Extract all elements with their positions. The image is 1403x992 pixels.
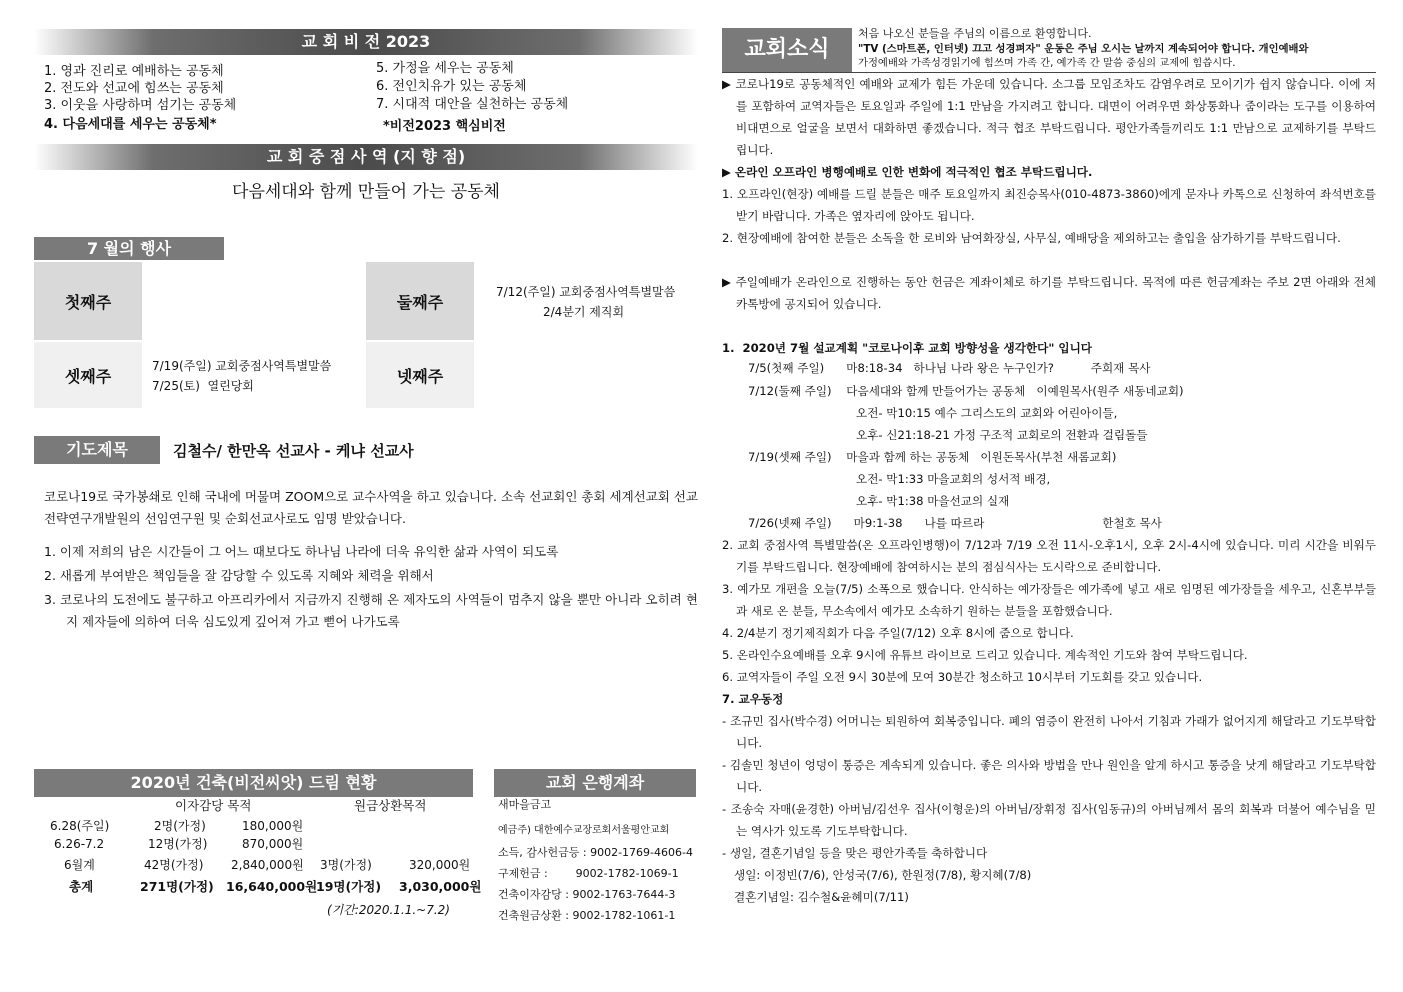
member-news-3: - 조송숙 자매(윤경한) 아버님/김선우 집사(이형운)의 아버님/장휘정 집사(임동규)의 아버님께서 몸의 회복과 더불어 예수님을 믿는 역사가 있도록 기도부탁합니다. xyxy=(722,802,1376,838)
week-1-label: 첫째주 xyxy=(34,262,142,340)
news-item-5: 5. 온라인수요예배를 오후 9시에 유튜브 라이브로 드리고 있습니다. 계속적인 기도와 참여 부탁드립니다. xyxy=(722,648,1248,662)
news-campaign: "TV (스마트폰, 인터넷) 끄고 성경펴자" 운동은 주님 오시는 날까지 계속되어야 합니다. 개인예배와 xyxy=(858,43,1309,55)
week-4-label: 넷째주 xyxy=(366,342,474,408)
news-item-3: 3. 예가모 개편을 오늘(7/5) 소폭으로 했습니다. 안식하는 예가장들은 예가족에 넣고 새로 임명된 예가장들을 세우고, 신혼부부들과 새로 온 분들, 무소속에서 예가모 소속하기 원하는 분들을 포함했습니다. xyxy=(722,582,1376,618)
news-item-4: 4. 2/4분기 정기제직회가 다음 주일(7/12) 오후 8시에 줌으로 합니다. xyxy=(722,626,1074,640)
sermon-2-am: 오전- 막10:15 예수 그리스도의 교회와 어린아이들, xyxy=(856,406,1118,420)
sermon-plan-title: 1. 2020년 7월 설교계획 "코로나이후 교회 방향성을 생각한다" 입니다 xyxy=(722,341,1093,355)
prayer-subject: 김철수/ 한만옥 선교사 - 케냐 선교사 xyxy=(173,442,414,460)
sermon-2-pm: 오후- 신21:18-21 가정 구조적 교회로의 전환과 걸림돌들 xyxy=(856,428,1148,442)
building-header xyxy=(34,769,473,797)
building-row-2-period: 6.26-7.2 xyxy=(54,837,105,851)
prayer-label: 기도제목 xyxy=(66,440,128,459)
sermon-3: 7/19(셋째 주일) 마을과 함께 하는 공동체 이원돈목사(부천 새롬교회) xyxy=(748,450,1117,464)
vision-item-4: 4. 다음세대를 세우는 공동체* xyxy=(44,117,217,132)
building-total-amount: 16,640,000원 xyxy=(226,879,318,894)
vision-title: 교 회 비 전 2023 xyxy=(301,32,431,51)
news-item-2: 2. 교회 중점사역 특별말씀(온 오프라인병행)이 7/12과 7/19 오전 11시-오후1시, 오후 2시-4시에 있습니다. 미리 시간을 비워두기를 부탁드립니다. 현장예배에 참여하시는 분의 점심식사는 도시락으로 준비합니다. xyxy=(722,538,1376,574)
vision-item-3: 3. 이웃을 사랑하며 섬기는 공동체 xyxy=(44,98,237,113)
sermon-3-pm: 오후- 막1:38 마을선교의 실재 xyxy=(856,494,1010,508)
news-header xyxy=(722,28,852,72)
building-total-amount2: 3,030,000원 xyxy=(399,879,482,894)
building-col-principal: 원금상환목적 xyxy=(354,798,427,813)
events-title: 7 월의 행사 xyxy=(86,239,172,258)
building-row-3-amount2: 320,000원 xyxy=(409,858,471,872)
bank-holder: 예금주) 대한예수교장로회서울평안교회 xyxy=(498,825,670,836)
vision-item-7: 7. 시대적 대안을 실천하는 공동체 xyxy=(376,97,569,112)
focus-title: 교 회 중 점 사 역 (지 향 점) xyxy=(266,147,466,166)
member-news-2: - 김솔민 청년이 엉덩이 통증은 계속되게 있습니다. 좋은 의사와 방법을 만나 원인을 알게 하시고 통증을 낫게 해달라고 기도부탁합니다. xyxy=(722,758,1376,794)
focus-text: 다음세대와 함께 만들어 가는 공동체 xyxy=(232,182,500,202)
building-title: 2020년 건축(비전씨앗) 드림 현황 xyxy=(130,773,377,792)
news-paragraph-1: ▶ 코로나19로 공동체적인 예배와 교제가 힘든 가운데 있습니다. 소그룹 모임조차도 감염우려로 모이기가 쉽지 않습니다. 이에 저를 포함하여 교역자들은 토요일과 주일에 1:1 만남을 가지려고 합니다. 대면이 어려우면 화상통화나 줌이라는 도구를 이용하여 비대면으로 얼굴을 보면서 대화하면 좋겠습니다. 적극 협조 부탁드립니다. 평안가족들끼리도 1:1 만남으로 교제하기를 부탁드립니다. xyxy=(722,77,1376,157)
core-vision-note: *비전2023 핵심비전 xyxy=(383,119,506,134)
anniversary-list: 결혼기념일: 김수철&윤혜미(7/11) xyxy=(734,890,909,904)
sermon-3-am: 오전- 막1:33 마을교회의 성서적 배경, xyxy=(856,472,1051,486)
news-paragraph-3: 1. 오프라인(현장) 예배를 드릴 분들은 매주 토요일까지 최진승목사(010-4873-3860)에게 문자나 카톡으로 신청하여 좌석번호를 받기 바랍니다. 가족은 옆자리에 앉아도 됩니다. xyxy=(722,187,1376,223)
bank-name: 새마을금고 xyxy=(498,798,552,811)
week-2-event-2: 2/4분기 제직회 xyxy=(543,305,625,319)
vision-item-2: 2. 전도와 선교에 힘쓰는 공동체 xyxy=(44,81,224,96)
vision-banner xyxy=(34,29,698,55)
vision-item-1: 1. 영과 진리로 예배하는 공동체 xyxy=(44,64,224,79)
building-period-note: (기간:2020.1.1.~7.2) xyxy=(327,903,450,917)
bank-account-building-interest: 건축이자감당 : 9002-1763-7644-3 xyxy=(498,888,676,901)
prayer-item-2: 2. 새롭게 부여받은 책임들을 잘 감당할 수 있도록 지혜와 체력을 위해서 xyxy=(44,568,434,583)
member-news-4: - 생일, 결혼기념일 등을 맞은 평안가족들 축하합니다 xyxy=(722,846,988,860)
news-item-6: 6. 교역자들이 주일 오전 9시 30분에 모여 30분간 청소하고 10시부터 기도회를 갖고 있습니다. xyxy=(722,670,1203,684)
building-row-2-count: 12명(가정) xyxy=(148,837,208,851)
building-total-count2: 19명(가정) xyxy=(316,879,382,894)
news-title: 교회소식 xyxy=(744,37,830,62)
building-row-3-count2: 3명(가정) xyxy=(320,858,372,872)
focus-banner xyxy=(34,144,698,170)
events-header xyxy=(34,237,224,260)
bank-account-relief: 구제헌금 : 9002-1782-1069-1 xyxy=(498,867,679,880)
news-paragraph-2: ▶ 온라인 오프라인 병행예배로 인한 변화에 적극적인 협조 부탁드립니다. xyxy=(722,165,1093,179)
building-row-3-count: 42명(가정) xyxy=(144,858,204,872)
sermon-2: 7/12(둘째 주일) 다음세대와 함께 만들어가는 공동체 이예원목사(원주 새동네교회) xyxy=(748,384,1184,398)
sermon-4: 7/26(넷째 주일) 마9:1-38 나를 따르라 한철호 목사 xyxy=(748,516,1162,530)
building-row-3-period: 6월계 xyxy=(64,858,95,872)
prayer-item-3: 3. 코로나의 도전에도 불구하고 아프리카에서 지금까지 진행해 온 제자도의 사역들이 멈추지 않을 뿐만 아니라 오히려 현지 제자들에 의하여 더욱 심도있게 깊어져 가고 뻗어 나가도록 xyxy=(44,592,698,629)
week-2-label: 둘째주 xyxy=(366,262,474,340)
building-total-count: 271명(가정) xyxy=(140,879,214,894)
vision-item-6: 6. 전인치유가 있는 공동체 xyxy=(376,79,527,94)
news-paragraph-5: ▶ 주일예배가 온라인으로 진행하는 동안 헌금은 계좌이체로 하기를 부탁드립니다. 목적에 따른 헌금계좌는 주보 2면 아래와 전체카톡방에 공지되어 있습니다. xyxy=(722,275,1376,311)
prayer-item-1: 1. 이제 저희의 남은 시간들이 그 어느 때보다도 하나님 나라에 더욱 유익한 삶과 사역이 되도록 xyxy=(44,544,559,559)
birthday-list: 생일: 이정빈(7/6), 안성국(7/6), 한원정(7/8), 황지혜(7/8) xyxy=(734,868,1032,882)
news-welcome: 처음 나오신 분들을 주님의 이름으로 환영합니다. xyxy=(858,27,1092,40)
news-item-7: 7. 교우동정 xyxy=(722,692,784,706)
news-paragraph-4: 2. 현장예배에 참여한 분들은 소독을 한 로비와 남여화장실, 사무실, 예배당을 제외하고는 출입을 삼가하기를 부탁드립니다. xyxy=(722,231,1341,245)
prayer-intro: 코로나19로 국가봉쇄로 인해 국내에 머물며 ZOOM으로 교수사역을 하고 있습니다. 소속 선교회인 총회 세계선교회 선교전략연구개발원의 선임연구원 및 순회선교사로도 임명 받았습니다. xyxy=(44,489,698,526)
week-3-label: 셋째주 xyxy=(34,342,142,408)
building-row-2-amount: 870,000원 xyxy=(242,837,304,851)
sermon-1: 7/5(첫째 주일) 마8:18-34 하나님 나라 왕은 누구인가? 주희재 목사 xyxy=(748,361,1151,375)
week-3-event-1: 7/19(주일) 교회중점사역특별말씀 xyxy=(152,359,332,373)
vision-item-5: 5. 가정을 세우는 공동체 xyxy=(376,61,514,76)
bank-title: 교회 은행계좌 xyxy=(545,773,645,792)
week-3-event-2: 7/25(토) 열린당회 xyxy=(152,379,254,393)
building-row-1-count: 2명(가정) xyxy=(154,819,206,833)
building-total-label: 총계 xyxy=(69,879,94,894)
member-news-1: - 조규민 집사(박수경) 어머니는 퇴원하여 회복중입니다. 폐의 염증이 완전히 나아서 기침과 가래가 없어지게 해달라고 기도부탁합니다. xyxy=(722,714,1376,750)
building-row-1-period: 6.28(주일) xyxy=(50,819,110,833)
bank-account-offering: 소득, 감사헌금등 : 9002-1769-4606-4 xyxy=(498,846,693,859)
prayer-label-box xyxy=(34,436,160,464)
building-row-3-amount: 2,840,000원 xyxy=(231,858,304,872)
bank-header xyxy=(494,769,696,797)
week-2-event-1: 7/12(주일) 교회중점사역특별말씀 xyxy=(496,285,676,299)
building-col-interest: 이자감당 목적 xyxy=(175,798,252,813)
bank-account-building-principal: 건축원금상환 : 9002-1782-1061-1 xyxy=(498,909,676,922)
news-campaign-2: 가정예배와 가족성경읽기에 힘쓰며 가족 간, 예가족 간 말씀 중심의 교제에 힘씁시다. xyxy=(858,57,1236,69)
building-row-1-amount: 180,000원 xyxy=(242,819,304,833)
